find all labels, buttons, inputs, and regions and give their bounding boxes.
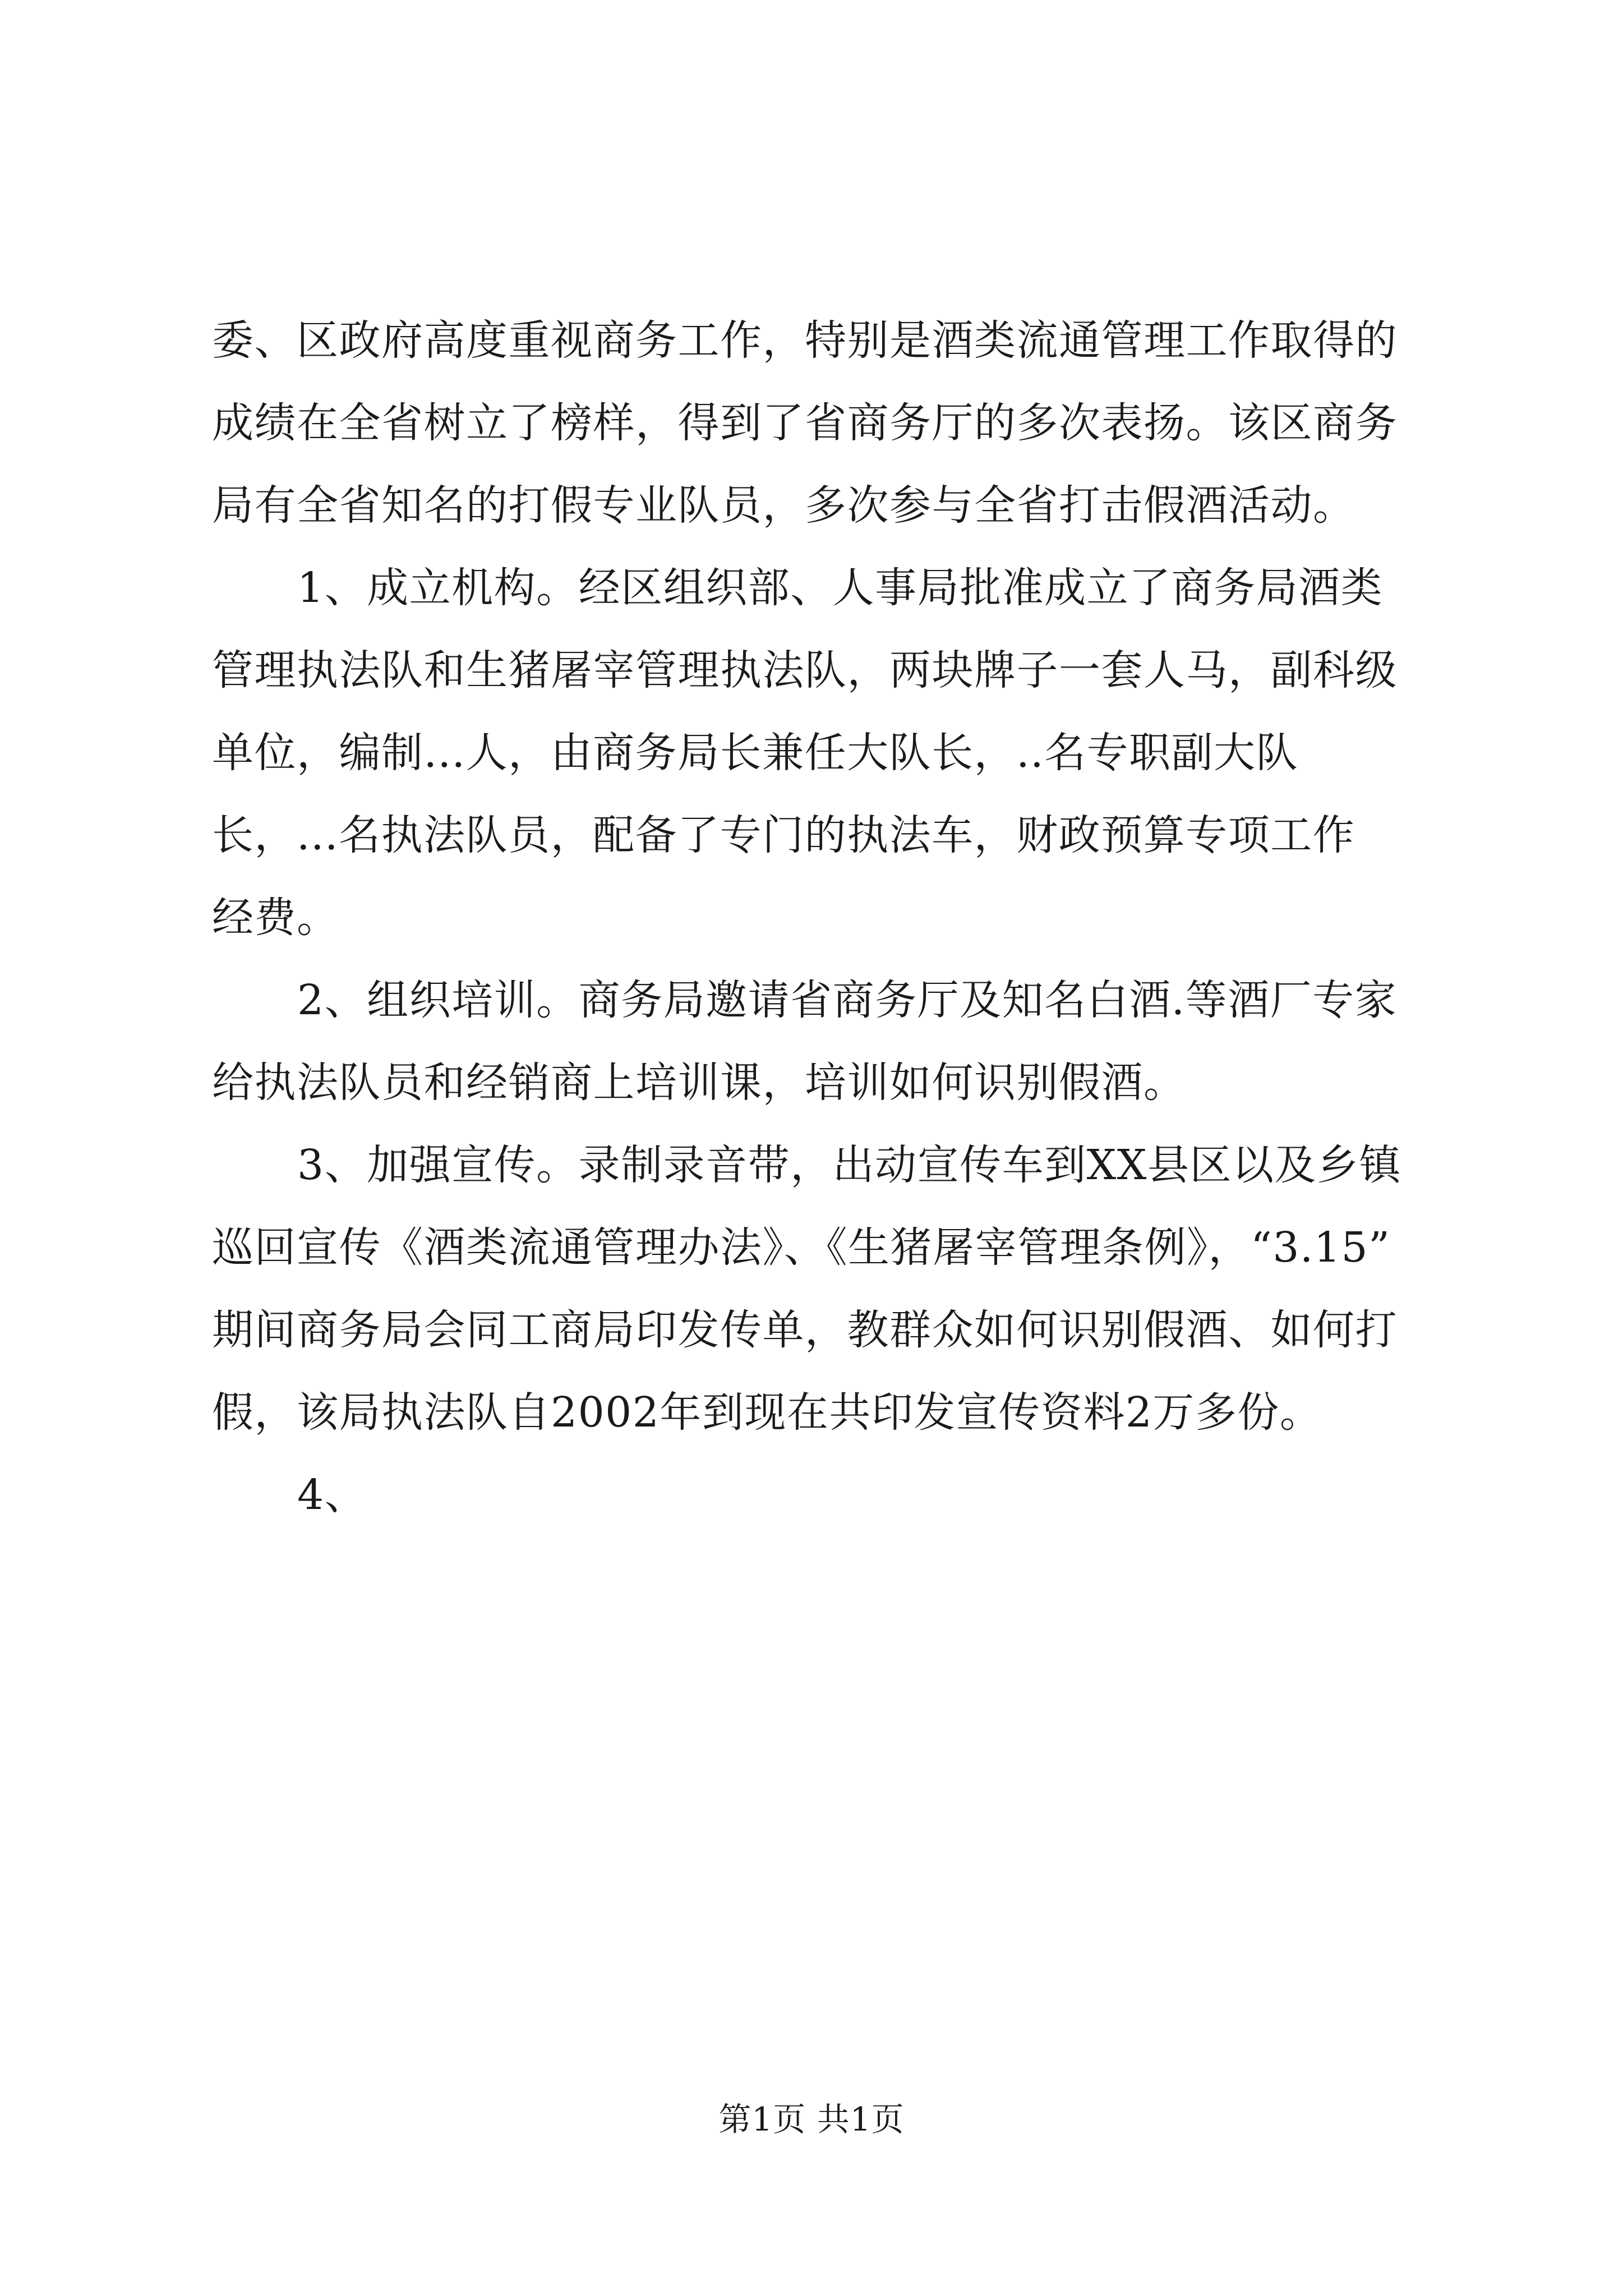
paragraph-1-first-line: 1、成立机构。经区组织部、人事局批准成立了商务局酒类 xyxy=(297,564,1384,612)
paragraph-2-first-line: 2、组织培训。商务局邀请省商务厅及知名白酒.等酒厂专家 xyxy=(297,976,1398,1024)
paragraph-4-first-line: 4、 xyxy=(297,1471,367,1519)
text-line: 管理执法队和生猪屠宰管理执法队，两块牌子一套人马，副科级 xyxy=(212,646,1398,694)
document-body xyxy=(212,300,1412,1536)
page-footer: 第1页 共1页 xyxy=(718,2100,905,2138)
text-line: 单位，编制...人，由商务局长兼任大队长，..名专职副大队 xyxy=(212,729,1299,777)
text-line: 假，该局执法队自2002年到现在共印发宣传资料2万多份。 xyxy=(212,1388,1322,1437)
text-line: 经费。 xyxy=(212,894,339,942)
text-line: 巡回宣传《酒类流通管理办法》、《生猪屠宰管理条例》，“3.15” xyxy=(212,1223,1391,1272)
text-line: 期间商务局会同工商局印发传单，教群众如何识别假酒、如何打 xyxy=(212,1306,1398,1354)
text-line: 局有全省知名的打假专业队员，多次参与全省打击假酒活动。 xyxy=(212,481,1355,530)
paragraph-3-first-line: 3、加强宣传。录制录音带，出动宣传车到XX县区以及乡镇 xyxy=(297,1141,1401,1189)
text-line: 成绩在全省树立了榜样，得到了省商务厅的多次表扬。该区商务 xyxy=(212,399,1398,447)
text-line: 给执法队员和经销商上培训课，培训如何识别假酒。 xyxy=(212,1059,1186,1107)
text-line: 委、区政府高度重视商务工作，特别是酒类流通管理工作取得的 xyxy=(212,316,1398,365)
text-line: 长，...名执法队员，配备了专门的执法车，财政预算专项工作 xyxy=(212,811,1355,859)
